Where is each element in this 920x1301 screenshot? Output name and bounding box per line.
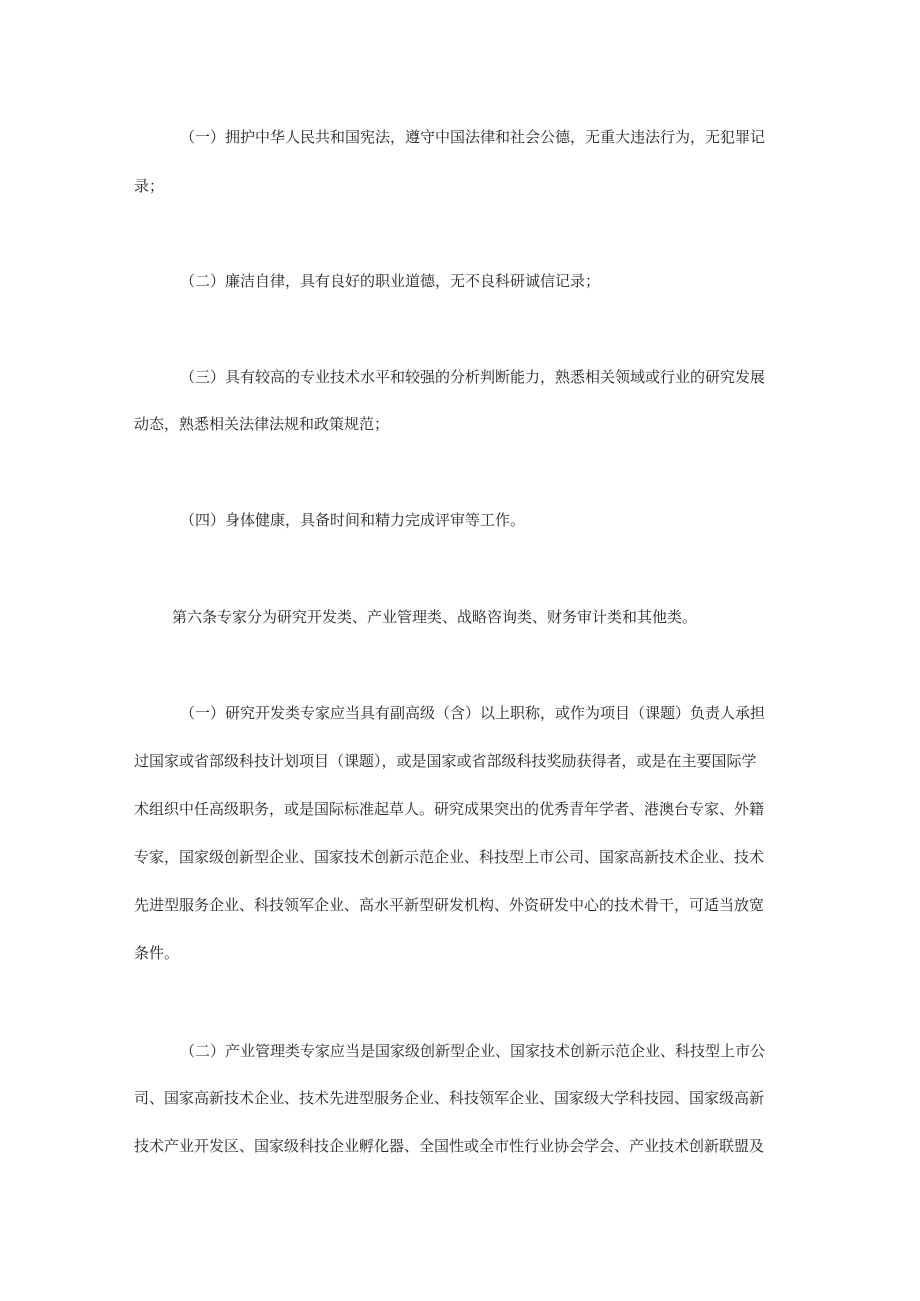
paragraph-line: （三）具有较高的专业技术水平和较强的分析判断能力，熟悉相关领域或行业的研究发展 [180,368,766,386]
paragraph-line: 动态，熟悉相关法律法规和政策规范； [134,415,390,433]
paragraph-line: （四）身体健康，具备时间和精力完成评审等工作。 [180,511,526,529]
paragraph-line: 录； [134,177,165,195]
paragraph-line: （一）研究开发类专家应当具有副高级（含）以上职称，或作为项目（课题）负责人承担 [180,704,766,722]
paragraph-line: 专家，国家级创新型企业、国家技术创新示范企业、科技型上市公司、国家高新技术企业、技术 [134,848,765,866]
paragraph-line: （一）拥护中华人民共和国宪法，遵守中国法律和社会公德，无重大违法行为，无犯罪记 [180,128,766,146]
paragraph-line: （二）廉洁自律，具有良好的职业道德，无不良科研诚信记录； [180,272,601,290]
paragraph-line: 先进型服务企业、科技领军企业、高水平新型研发机构、外资研发中心的技术骨干，可适当放宽 [134,896,765,914]
paragraph-line: （二）产业管理类专家应当是国家级创新型企业、国家技术创新示范企业、科技型上市公 [180,1042,766,1060]
article-heading-line: 第六条专家分为研究开发类、产业管理类、战略咨询类、财务审计类和其他类。 [172,608,698,626]
paragraph-line: 条件。 [134,944,180,962]
paragraph-line: 过国家或省部级科技计划项目（课题），或是国家或省部级科技奖励获得者，或是在主要国际学 [134,752,757,770]
paragraph-line: 术组织中任高级职务，或是国际标准起草人。研究成果突出的优秀青年学者、港澳台专家、外籍 [134,800,765,818]
paragraph-line: 司、国家高新技术企业、技术先进型服务企业、科技领军企业、国家级大学科技园、国家级高新 [134,1089,765,1107]
paragraph-line: 技术产业开发区、国家级科技企业孵化器、全国性或全市性行业协会学会、产业技术创新联盟及 [134,1137,765,1155]
